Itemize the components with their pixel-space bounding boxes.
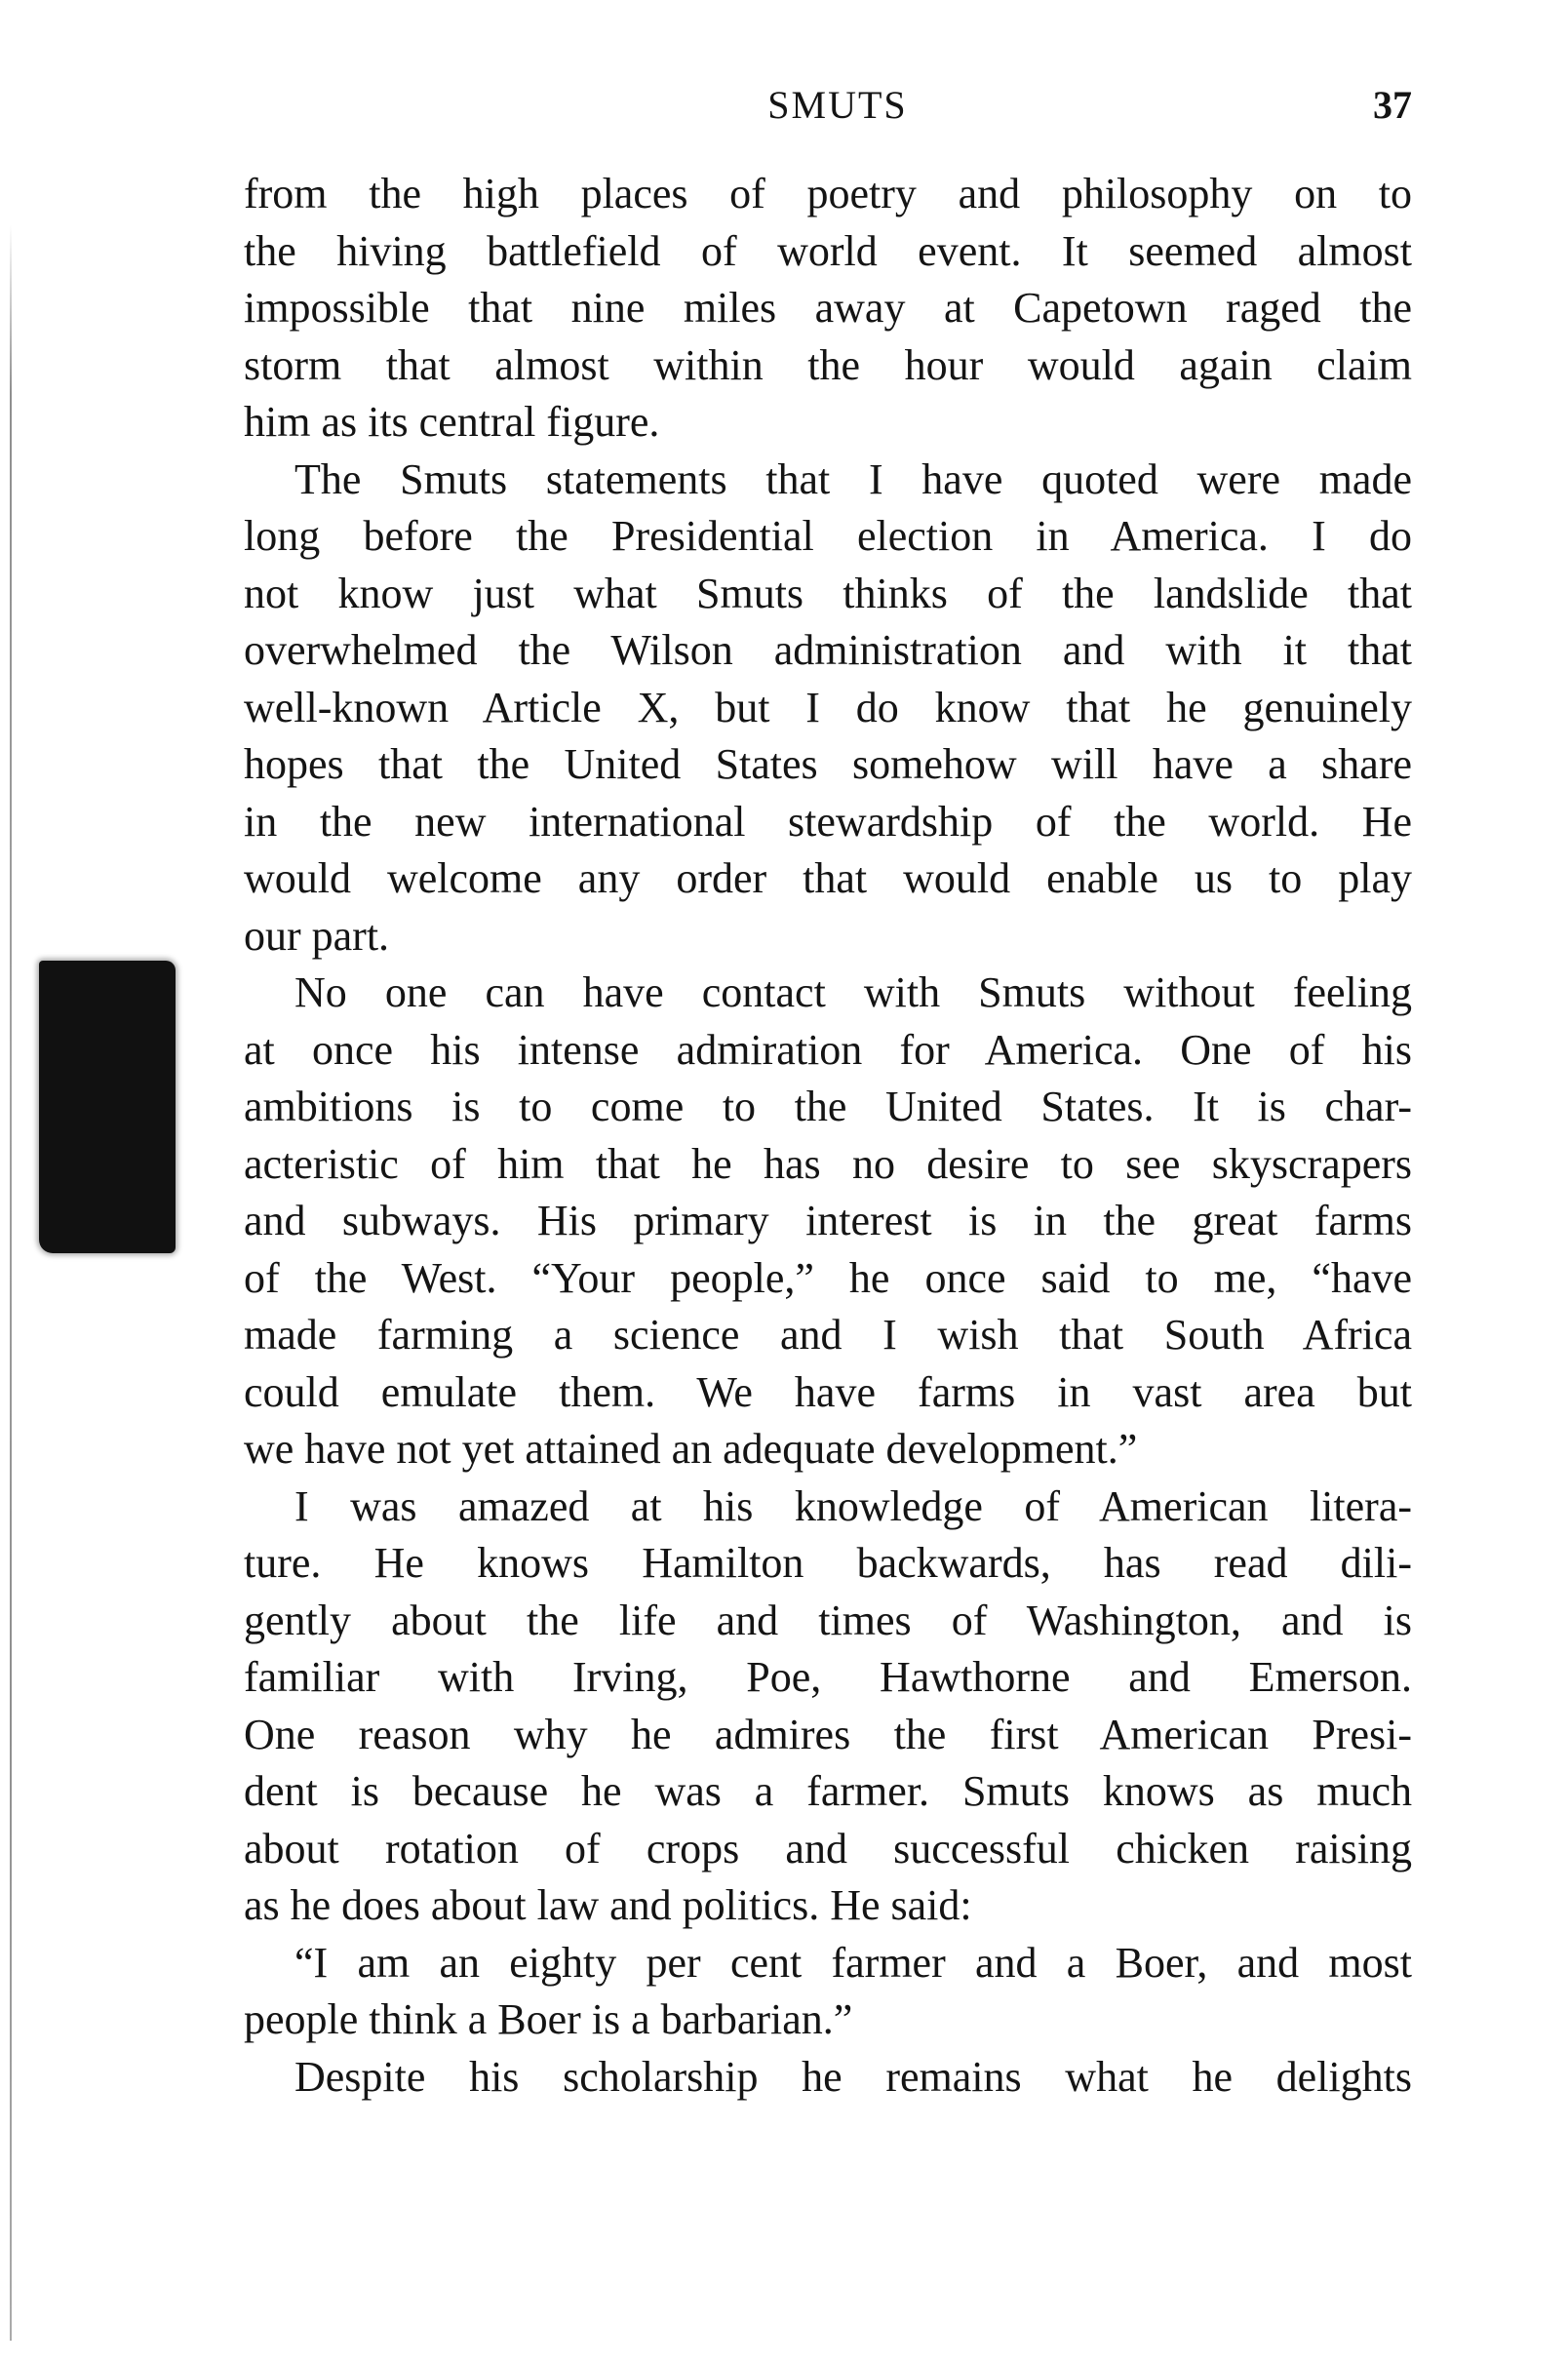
paragraph — [244, 1935, 1412, 2049]
text-line: One reason why he admires the first American Presi- — [244, 1710, 1412, 1758]
paragraph — [244, 166, 1412, 452]
text-line: gently about the life and times of Washington, and is — [244, 1596, 1412, 1644]
paragraph — [244, 2049, 1412, 2107]
text-line: hopes that the United States somehow will have a share — [244, 740, 1412, 788]
text-line: from the high places of poetry and philosophy on to — [244, 170, 1412, 217]
text-line: could emulate them. We have farms in vast area but — [244, 1367, 1412, 1416]
text-line: long before the Presidential election in America. I do — [244, 512, 1412, 560]
text-line: overwhelmed the Wilson administration and with it that — [244, 626, 1412, 674]
text-line: Despite his scholarship he remains what he delights — [294, 2052, 1412, 2101]
text-line: of the West. “Your people,” he once said to me, “have — [244, 1253, 1412, 1302]
text-line: storm that almost within the hour would again claim — [244, 340, 1412, 389]
text-line: I was amazed at his knowledge of American litera- — [294, 1481, 1412, 1530]
text-line: well-known Article X, but I do know that he genuinely — [244, 683, 1412, 731]
text-line: people think a Boer is a barbarian.” — [244, 1995, 853, 2043]
text-line: not know just what Smuts thinks of the landslide that — [244, 569, 1412, 617]
text-line: and subways. His primary interest is in the great farms — [244, 1197, 1412, 1244]
running-header — [244, 82, 1412, 140]
text-line: The Smuts statements that I have quoted were made — [294, 454, 1412, 503]
text-line: the hiving battlefield of world event. It seemed almost — [244, 226, 1412, 275]
text-line: ambitions is to come to the United States. It is char- — [244, 1083, 1412, 1130]
running-title: SMUTS — [767, 83, 908, 127]
page-number: 37 — [1373, 83, 1412, 127]
scan-artifact-blot — [39, 961, 176, 1253]
text-line: our part. — [244, 911, 390, 960]
scan-margin-edge — [10, 224, 12, 2341]
text-line: acteristic of him that he has no desire to see skyscrapers — [244, 1139, 1412, 1188]
body-text — [244, 166, 1412, 2106]
paragraph — [244, 1479, 1412, 1935]
paragraph — [244, 452, 1412, 966]
text-line: made farming a science and I wish that South Africa — [244, 1311, 1412, 1359]
paragraph — [244, 965, 1412, 1479]
text-line: as he does about law and politics. He said: — [244, 1881, 972, 1929]
text-line: “I am an eighty per cent farmer and a Boer, and most — [294, 1938, 1412, 1987]
text-line: him as its central figure. — [244, 398, 660, 446]
text-line: ture. He knows Hamilton backwards, has read dili- — [244, 1539, 1412, 1587]
text-line: at once his intense admiration for America. One of his — [244, 1025, 1412, 1074]
text-line: we have not yet attained an adequate development.” — [244, 1425, 1138, 1473]
text-line: No one can have contact with Smuts without feeling — [294, 968, 1412, 1016]
text-line: in the new international stewardship of the world. He — [244, 797, 1412, 846]
text-line: impossible that nine miles away at Capetown raged the — [244, 284, 1412, 332]
text-line: about rotation of crops and successful chicken raising — [244, 1824, 1412, 1873]
text-line: familiar with Irving, Poe, Hawthorne and Emerson. — [244, 1653, 1412, 1701]
text-line: dent is because he was a farmer. Smuts knows as much — [244, 1767, 1412, 1815]
text-line: would welcome any order that would enable us to play — [244, 854, 1412, 902]
